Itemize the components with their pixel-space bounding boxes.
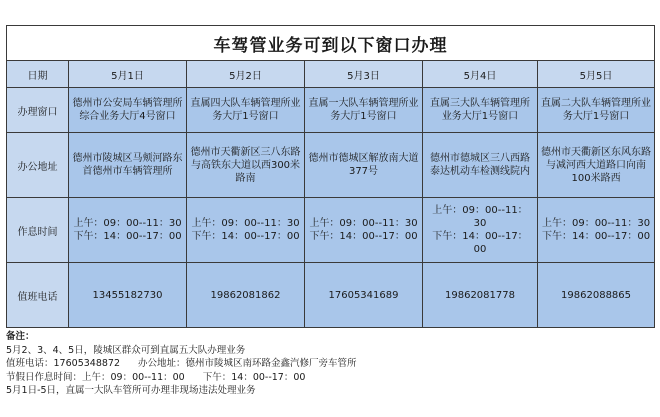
- hours-cell-3: [305, 198, 423, 263]
- notes-holiday-pm: 下午：14：00--17：00: [202, 371, 306, 383]
- phone-cell-3: 17605341689: [305, 263, 423, 328]
- window-cell-5: 直属二大队车辆管理所业务大厅1号窗口: [538, 88, 655, 133]
- row-label-window: 办理窗口: [7, 88, 69, 133]
- notes-line-2: [6, 357, 646, 371]
- window-schedule-table: [6, 25, 655, 328]
- hours-cell-4: [423, 198, 538, 263]
- row-label-hours: 作息时间: [7, 198, 69, 263]
- notes-phone-label: 值班电话：: [6, 358, 54, 369]
- hours-am-1: 上午：09：00--11：30: [73, 218, 182, 229]
- hours-am-4: 上午：09：00--11：30: [432, 205, 528, 229]
- window-cell-1: 德州市公安局车辆管理所 综合业务大厅4号窗口: [69, 88, 187, 133]
- hours-pm-2: 下午：14：00--17：00: [191, 231, 300, 242]
- window-row: [7, 88, 655, 133]
- notes-address-label: 办公地址：: [138, 358, 186, 369]
- notes-address-value: 德州市陵城区南环路金鑫汽修厂旁车管所: [185, 358, 357, 369]
- page-title: 车驾管业务可到以下窗口办理: [7, 26, 655, 61]
- address-row: [7, 133, 655, 198]
- phone-cell-2: 19862081862: [187, 263, 305, 328]
- row-label-date: 日期: [7, 61, 69, 88]
- date-cell-4: 5月4日: [423, 61, 538, 88]
- hours-am-5: 上午：09：00--11：30: [541, 218, 651, 229]
- address-cell-4: 德州市德城区三八西路泰达机动车检测线院内: [423, 133, 538, 198]
- date-cell-1: 5月1日: [69, 61, 187, 88]
- hours-pm-4: 下午：14：00--17：00: [432, 231, 528, 255]
- address-cell-5: 德州市天衢新区东风东路与减河西大道路口向南100米路西: [538, 133, 655, 198]
- date-cell-2: 5月2日: [187, 61, 305, 88]
- window-cell-2: 直属四大队车辆管理所业务大厅1号窗口: [187, 88, 305, 133]
- notes-holiday-label: 节假日作息时间：: [6, 371, 83, 383]
- phone-row: [7, 263, 655, 328]
- hours-cell-2: [187, 198, 305, 263]
- notes-line-1: 5月2、3、4、5日，陵城区群众可到直属五大队办理业务: [6, 344, 246, 356]
- phone-cell-5: 19862088865: [538, 263, 655, 328]
- hours-pm-5: 下午：14：00--17：00: [541, 231, 651, 242]
- hours-cell-5: [538, 198, 655, 263]
- window-cell-3: 直属一大队车辆管理所业务大厅1号窗口: [305, 88, 423, 133]
- date-cell-5: 5月5日: [538, 61, 655, 88]
- hours-am-2: 上午：09：00--11：30: [191, 218, 300, 229]
- hours-pm-3: 下午：14：00--17：00: [309, 231, 418, 242]
- address-cell-1: 德州市陵城区马颊河路东首德州市车辆管理所: [69, 133, 187, 198]
- window-cell-4: 直属三大队车辆管理所业务大厅1号窗口: [423, 88, 538, 133]
- hours-pm-1: 下午：14：00--17：00: [73, 231, 182, 242]
- phone-cell-1: 13455182730: [69, 263, 187, 328]
- notes-holiday-am: 上午：09：00--11：00: [82, 371, 185, 383]
- hours-row: [7, 198, 655, 263]
- notes-heading: 备注：: [6, 331, 35, 342]
- row-label-address: 办公地址: [7, 133, 69, 198]
- address-cell-2: 德州市天衢新区三八东路与高铁东大道以西300米路南: [187, 133, 305, 198]
- hours-cell-1: [69, 198, 187, 263]
- row-label-phone: 值班电话: [7, 263, 69, 328]
- date-cell-3: 5月3日: [305, 61, 423, 88]
- date-row: [7, 61, 655, 88]
- phone-cell-4: 19862081778: [423, 263, 538, 328]
- address-cell-3: 德州市德城区解放南大道377号: [305, 133, 423, 198]
- notes-line-3: [6, 371, 646, 385]
- notes-section: [6, 330, 646, 398]
- hours-am-3: 上午：09：00--11：30: [309, 218, 418, 229]
- notes-phone-value: 17605348872: [53, 358, 121, 369]
- notes-line-4: 5月1日-5日，直属一大队车管所可办理非现场违法处理业务: [6, 385, 256, 396]
